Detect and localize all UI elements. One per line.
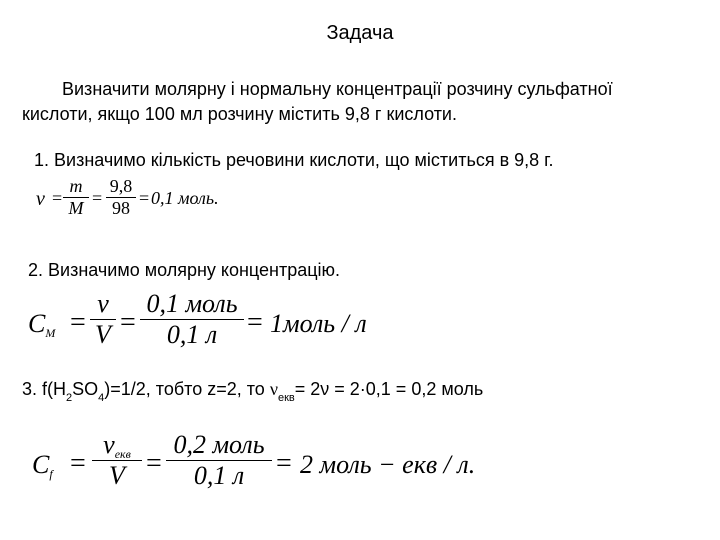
step-3-part: 3. f(H bbox=[22, 379, 67, 399]
formula-2-frac-1 bbox=[90, 289, 116, 350]
formula-2-lhs bbox=[28, 309, 55, 339]
nu-symbol: ν bbox=[269, 379, 278, 399]
formula-3-lhs-subscript: f bbox=[49, 467, 53, 481]
fraction-denominator: V bbox=[109, 461, 125, 490]
fraction-numerator: 9,8 bbox=[109, 176, 133, 196]
formula-1-eq: = bbox=[92, 188, 103, 208]
formula-1-frac-2 bbox=[106, 176, 136, 219]
formula-3-result: 2 моль − екв / л. bbox=[300, 450, 476, 479]
fraction-numerator: 0,1 моль bbox=[146, 289, 238, 318]
formula-3-frac-1 bbox=[92, 430, 142, 491]
step-3-part: )=1/2, тобто z=2, то bbox=[104, 379, 270, 399]
step-1-text: 1. Визначимо кількість речовини кислоти, що міститься в 9,8 г. bbox=[34, 150, 554, 170]
formula-2-result: 1моль / л bbox=[270, 309, 367, 338]
subscript: 2 bbox=[66, 392, 73, 404]
fraction-denominator: 0,1 л bbox=[193, 461, 245, 490]
formula-3-eq: = bbox=[146, 448, 162, 479]
formula-2-lhs-subscript: M bbox=[45, 326, 56, 340]
formula-3-eq: = bbox=[70, 448, 86, 479]
formula-2-eq: = bbox=[120, 307, 136, 338]
formula-3-eq: = bbox=[276, 448, 292, 479]
fraction-denominator: M bbox=[68, 198, 84, 218]
formula-3-lhs-symbol: C bbox=[32, 450, 50, 479]
problem-line-2: кислоти, якщо 100 мл розчину містить 9,8 г кислоти. bbox=[22, 104, 457, 124]
formula-1-eq: = bbox=[52, 188, 63, 208]
formula-3-frac-2 bbox=[166, 430, 272, 491]
fraction-denominator: 0,1 л bbox=[166, 320, 218, 349]
subscript: 4 bbox=[98, 392, 105, 404]
step-3-text bbox=[22, 379, 484, 404]
slide-title: Задача bbox=[326, 22, 394, 44]
formula-1-frac-1 bbox=[63, 176, 89, 219]
formula-3-lhs bbox=[32, 450, 53, 480]
formula-1-eq: = bbox=[139, 188, 150, 208]
step-3-part: = 2ν = 2·0,1 = 0,2 моль bbox=[294, 379, 484, 399]
formula-1-lhs: ν bbox=[36, 188, 45, 210]
fraction-numerator: ν bbox=[97, 289, 109, 318]
fraction-numerator: m bbox=[69, 176, 83, 196]
fraction-numerator: 0,2 моль bbox=[173, 430, 265, 459]
step-2-text: 2. Визначимо молярну концентрацію. bbox=[28, 260, 341, 280]
step-3-part: SO bbox=[72, 379, 99, 399]
fraction-denominator: V bbox=[95, 320, 111, 349]
problem-line-1: Визначити молярну і нормальну концентрації розчину сульфатної bbox=[62, 79, 613, 99]
formula-2-eq: = bbox=[70, 307, 86, 338]
formula-1-result: 0,1 моль. bbox=[151, 188, 219, 208]
fraction-numerator-subscript: екв bbox=[114, 447, 131, 461]
fraction-numerator-symbol: ν bbox=[103, 430, 115, 459]
formula-2-eq: = bbox=[247, 307, 263, 338]
subscript: екв bbox=[277, 392, 295, 404]
fraction-denominator: 98 bbox=[112, 198, 130, 218]
formula-2-frac-2 bbox=[140, 289, 244, 350]
formula-2-lhs-symbol: C bbox=[28, 309, 46, 338]
fraction-numerator bbox=[103, 430, 131, 460]
